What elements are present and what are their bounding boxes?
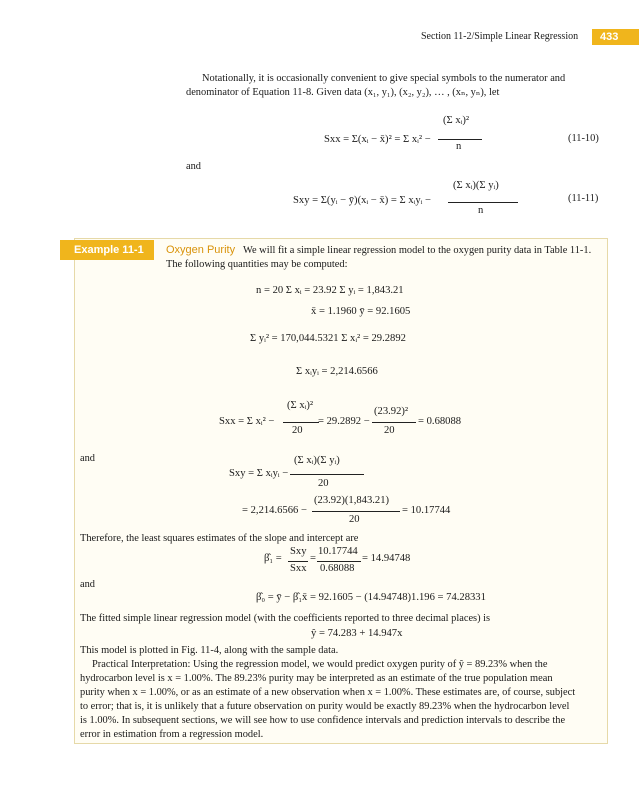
practical-line: purity when x = 1.00%, or as an estimate of a new observation when x = 1.00%. These estimates are, of course, subject — [80, 687, 576, 698]
therefore-text: Therefore, the least squares estimates of the slope and intercept are — [80, 533, 359, 544]
sxx-denominator-2: 20 — [384, 425, 395, 436]
beta1-denominator: Sxx — [290, 563, 307, 574]
sxx-numerator: (Σ xᵢ)² — [287, 400, 314, 411]
beta0-computation: β̂₀ = ȳ − β̂₁x̄ = 92.1605 − (14.94748)1.196 = 74.28331 — [256, 592, 486, 603]
eq-1111-fraction-bar — [448, 202, 518, 203]
sxy2-denominator: 20 — [349, 514, 360, 525]
practical-line: is 1.00%. In subsequent sections, we will see how to use confidence intervals and prediction intervals to describe the — [80, 715, 566, 726]
example-line-2: The following quantities may be computed: — [166, 259, 348, 270]
page-number: 433 — [592, 29, 639, 45]
sxy-denominator: 20 — [318, 478, 329, 489]
eq-1110-denominator: n — [456, 141, 462, 152]
eq-1111-denominator: n — [478, 205, 484, 216]
beta1-fraction-bar-2 — [317, 561, 361, 562]
and-text-1: and — [186, 161, 202, 172]
sxy2-fraction-bar — [312, 511, 400, 512]
sxx-lhs: Sxx = Σ xᵢ² − — [219, 416, 275, 427]
eq-1110-numerator: (Σ xᵢ)² — [443, 115, 470, 126]
sxy2-numerator: (23.92)(1,843.21) — [314, 495, 390, 506]
example-line-1: We will fit a simple linear regression model to the oxygen purity data in Table 11-1. — [243, 245, 592, 256]
sxy-numerator: (Σ xᵢ)(Σ yᵢ) — [294, 455, 340, 466]
section-title: Section 11-2/Simple Linear Regression — [421, 31, 579, 42]
fitted-text: The fitted simple linear regression model (with the coefficients reported to three decimal places) is — [80, 613, 491, 624]
sxx-result: = 0.68088 — [418, 416, 462, 427]
intro-line-1: Notationally, it is occasionally convenient to give special symbols to the numerator and — [202, 73, 566, 84]
beta1-result: = 14.94748 — [362, 553, 411, 564]
beta1-lhs: β̂₁ = — [264, 553, 282, 564]
beta1-numerator: Sxy — [290, 546, 307, 557]
sxx-fraction-bar — [283, 422, 319, 423]
sxy-fraction-bar — [290, 474, 364, 475]
quantities-squares: Σ yᵢ² = 170,044.5321 Σ xᵢ² = 29.2892 — [250, 333, 406, 344]
beta1-denominator-2: 0.68088 — [320, 563, 355, 574]
sxx-middle: = 29.2892 − — [318, 416, 370, 427]
beta1-fraction-bar — [288, 561, 308, 562]
practical-line: to error; that is, it is unlikely that a future observation on purity would be exactly 89.23% when the hydrocarbon level — [80, 701, 570, 712]
and-text-3: and — [80, 579, 96, 590]
sxy2-lhs: = 2,214.6566 − — [242, 505, 307, 516]
and-text-2: and — [80, 453, 96, 464]
eq-1111-number: (11-11) — [568, 193, 599, 204]
sxy2-result: = 10.17744 — [402, 505, 451, 516]
eq-1110-fraction-bar — [438, 139, 482, 140]
practical-line: hydrocarbon level is x = 1.00%. The 89.23% purity may be interpreted as an estimate of the true population mean — [80, 673, 553, 684]
eq-1110-number: (11-10) — [568, 133, 599, 144]
practical-line: Practical Interpretation: Using the regression model, we would predict oxygen purity of ŷ = 89.23% when the — [92, 659, 548, 670]
beta1-equals: = — [310, 553, 316, 564]
sxy-lhs: Sxy = Σ xᵢyᵢ − — [229, 468, 289, 479]
practical-line: error in estimation from a regression model. — [80, 729, 264, 740]
eq-1111-numerator: (Σ xᵢ)(Σ yᵢ) — [453, 180, 499, 191]
quantities-means: x̄ = 1.1960 ȳ = 92.1605 — [311, 306, 411, 317]
sxx-fraction-bar-2 — [372, 422, 416, 423]
eq-1110-lhs: Sxx = Σ(xᵢ − x̄)² = Σ xᵢ² − — [324, 134, 431, 145]
beta1-numerator-2: 10.17744 — [318, 546, 358, 557]
plotted-text: This model is plotted in Fig. 11-4, along with the sample data. — [80, 645, 339, 656]
quantities-sums: n = 20 Σ xᵢ = 23.92 Σ yᵢ = 1,843.21 — [256, 285, 404, 296]
quantities-cross: Σ xᵢyᵢ = 2,214.6566 — [296, 366, 378, 377]
fitted-model: ŷ = 74.283 + 14.947x — [311, 628, 403, 639]
example-label: Example 11-1 — [60, 240, 154, 260]
example-title: Oxygen Purity — [166, 244, 236, 256]
sxx-numerator-2: (23.92)² — [374, 406, 409, 417]
eq-1111-lhs: Sxy = Σ(yᵢ − ȳ)(xᵢ − x̄) = Σ xᵢyᵢ − — [293, 195, 431, 206]
intro-line-2: denominator of Equation 11-8. Given data (x₁, y₁), (x₂, y₂), … , (xₙ, yₙ), let — [186, 87, 500, 98]
sxx-denominator: 20 — [292, 425, 303, 436]
